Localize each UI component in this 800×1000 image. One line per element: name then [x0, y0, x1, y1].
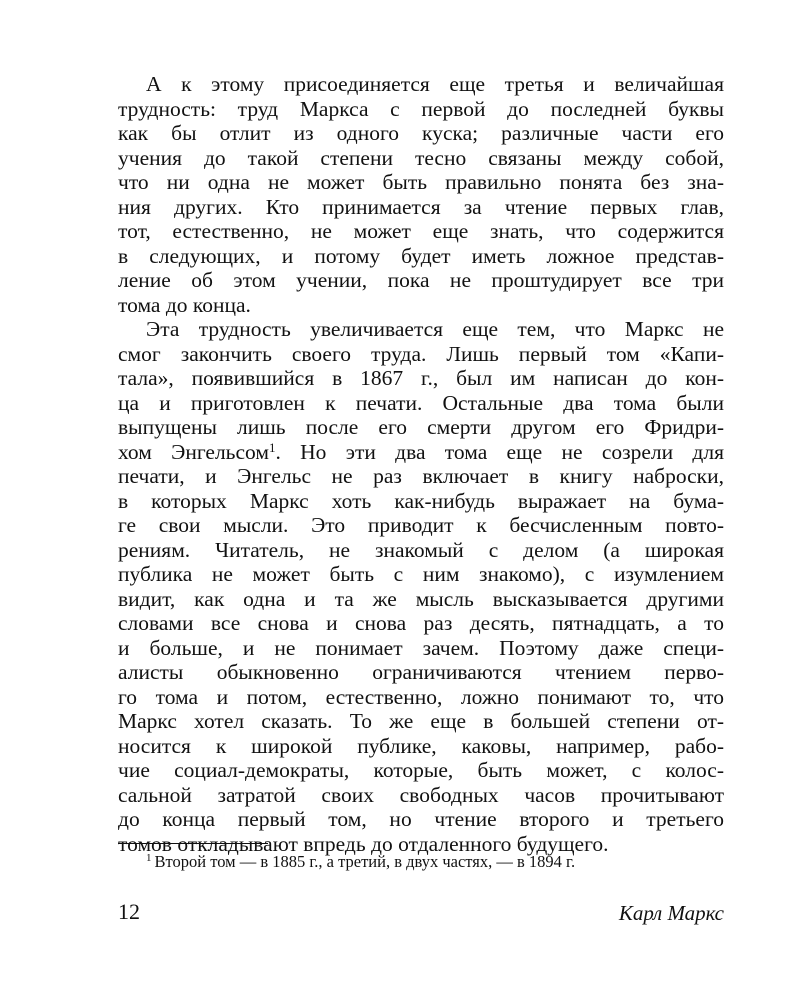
text-line: тала», появившийся в 1867 г., был им написан до кон- — [118, 366, 724, 390]
text-line: видит, как одна и та же мысль высказывается другими — [118, 586, 724, 611]
text-line: что ни одна не может быть правильно понята без зна- — [118, 170, 724, 194]
text-line: го тома и потом, естественно, ложно понимают то, что — [118, 684, 724, 709]
paragraph-1 — [118, 72, 724, 317]
text-line: ца и приготовлен к печати. Остальные два тома были — [118, 390, 724, 415]
text-line: носится к широкой публике, каковы, например, рабо- — [118, 733, 724, 758]
text-line-part: . Но эти два тома еще не созрели для — [275, 439, 724, 464]
text-line: Эта трудность увеличивается еще тем, что Маркс не — [146, 317, 724, 341]
text-line: до конца первый том, но чтение второго и третьего — [118, 807, 724, 831]
text-line: сальной затратой своих свободных часов прочитывают — [118, 782, 724, 807]
text-line: словами все снова и снова раз десять, пятнадцать, а то — [118, 611, 724, 635]
main-text — [118, 72, 724, 856]
text-line: как бы отлит из одного куска; различные части его — [118, 121, 724, 145]
footnote-number: 1 — [146, 852, 152, 864]
text-line: в следующих, и потому будет иметь ложное представ- — [118, 243, 724, 268]
text-line-part: хом Энгельсом — [118, 439, 269, 464]
text-line: рениям. Читатель, не знакомый с делом (а широкая — [118, 537, 724, 562]
text-line: смог закончить своего труда. Лишь первый том «Капи- — [118, 341, 724, 366]
footnote-divider — [118, 843, 268, 844]
text-line: в которых Маркс хоть как-нибудь выражает на бума- — [118, 488, 724, 513]
text-line-with-footnote-ref — [118, 440, 724, 465]
text-line: Маркс хотел сказать. То же еще в большей степени от- — [118, 709, 724, 733]
text-line: публика не может быть с ним знакомо), с изумлением — [118, 562, 724, 586]
text-line: тома до конца. — [118, 292, 251, 317]
text-line: алисты обыкновенно ограничиваются чтением перво- — [118, 660, 724, 684]
text-line: трудность: труд Маркса с первой до последней буквы — [118, 96, 724, 121]
paragraph-2 — [118, 317, 724, 856]
text-line: выпущены лишь после его смерти другом его Фридри- — [118, 415, 724, 439]
page-number: 12 — [118, 899, 140, 924]
footnote — [146, 852, 575, 872]
text-line: и больше, и не понимает зачем. Поэтому даже специ- — [118, 635, 724, 660]
text-line: ге свои мысли. Это приводит к бесчисленным повто- — [118, 513, 724, 537]
text-line: печати, и Энгельс не раз включает в книгу наброски, — [118, 464, 724, 488]
text-line: чие социал-демократы, которые, быть может, с колос- — [118, 758, 724, 782]
running-header: Карл Маркс — [618, 901, 724, 925]
footnote-text: Второй том — в 1885 г., а третий, в двух частях, — в 1894 г. — [154, 852, 576, 871]
text-line: А к этому присоединяется еще третья и величайшая — [146, 72, 724, 96]
text-line: ление об этом учении, пока не проштудирует все три — [118, 268, 724, 292]
text-line: учения до такой степени тесно связаны между собой, — [118, 145, 724, 170]
text-line: томов откладывают впредь до отдаленного будущего. — [118, 831, 609, 856]
footnote-reference[interactable]: 1 — [268, 439, 276, 455]
text-line: тот, естественно, не может еще знать, что содержится — [118, 219, 724, 243]
text-line: ния других. Кто принимается за чтение первых глав, — [118, 194, 724, 219]
